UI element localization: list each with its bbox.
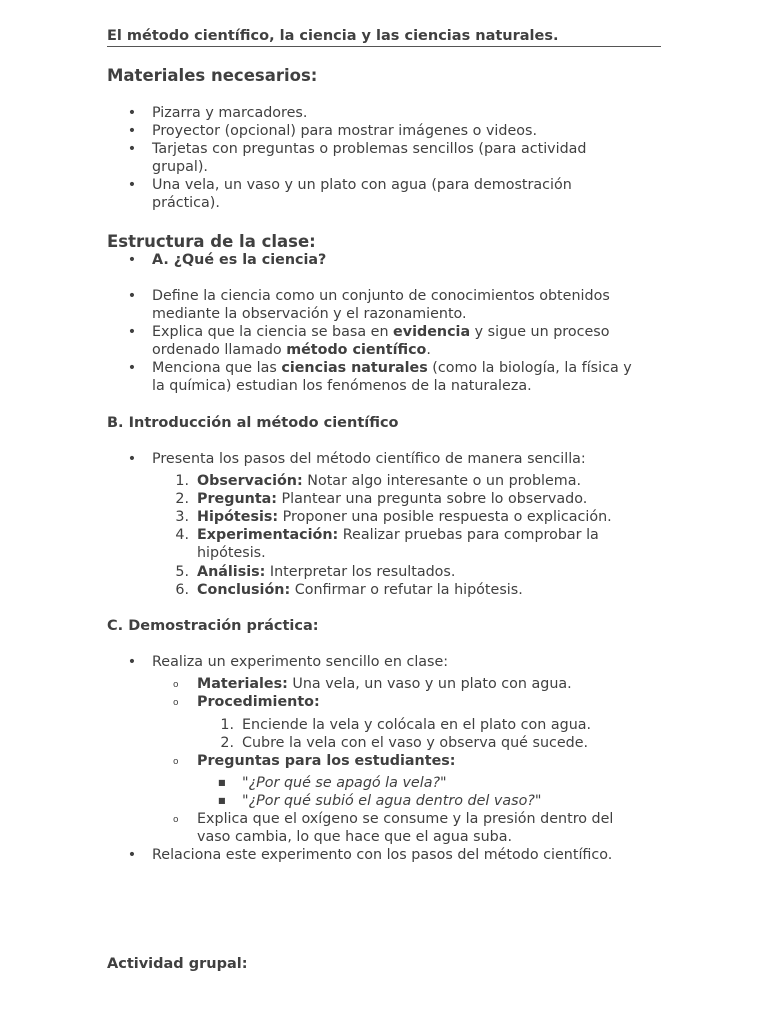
bullet: • [127, 252, 137, 268]
step-item: Observación: Notar algo interesante o un problema. [197, 473, 582, 489]
sub-item: Explica que el oxígeno se consume y la presión dentro del [197, 811, 614, 827]
bullet: • [127, 654, 137, 670]
list-item: Una vela, un vaso y un plato con agua (para demostración [152, 177, 572, 193]
materials-heading: Materiales necesarios: [107, 66, 318, 85]
section-b-title: B. Introducción al método científico [107, 415, 399, 431]
list-item: Tarjetas con preguntas o problemas sencillos (para actividad [152, 141, 587, 157]
step-number: 3. [175, 509, 189, 525]
step-number: 6. [175, 582, 189, 598]
circle-bullet-icon: o [173, 680, 179, 690]
document-header: El método científico, la ciencia y las ciencias naturales. [107, 27, 661, 47]
step-item: Hipótesis: Proponer una posible respuesta o explicación. [197, 509, 612, 525]
step-item: Conclusión: Confirmar o refutar la hipótesis. [197, 582, 523, 598]
step-number: 4. [175, 527, 189, 543]
list-item-cont: práctica). [152, 195, 220, 211]
bullet: • [127, 288, 137, 304]
list-item-cont: mediante la observación y el razonamiento. [152, 306, 467, 322]
list-item: Relaciona este experimento con los pasos del método científico. [152, 847, 613, 863]
list-item: Proyector (opcional) para mostrar imágenes o videos. [152, 123, 537, 139]
sub-item: Materiales: Una vela, un vaso y un plato con agua. [197, 676, 572, 692]
list-item: Pizarra y marcadores. [152, 105, 308, 121]
question-item: "¿Por qué se apagó la vela?" [242, 775, 447, 791]
sub-item: Preguntas para los estudiantes: [197, 753, 456, 769]
step-number: 1. [175, 473, 189, 489]
sub-item-cont: vaso cambia, lo que hace que el agua suba. [197, 829, 513, 845]
bullet: • [127, 141, 137, 157]
bullet: • [127, 324, 137, 340]
step-number: 1. [220, 717, 234, 733]
list-item: Presenta los pasos del método científico de manera sencilla: [152, 451, 586, 467]
list-item: Menciona que las ciencias naturales (como la biología, la física y [152, 360, 632, 376]
square-bullet-icon: ■ [218, 778, 226, 787]
section-a-title: A. ¿Qué es la ciencia? [152, 252, 327, 268]
sub-item: Procedimiento: [197, 694, 320, 710]
list-item: Explica que la ciencia se basa en evidencia y sigue un proceso [152, 324, 610, 340]
procedure-step: Enciende la vela y colócala en el plato con agua. [242, 717, 592, 733]
list-item-cont: ordenado llamado método científico. [152, 342, 431, 358]
step-item: Experimentación: Realizar pruebas para comprobar la [197, 527, 599, 543]
step-item: Análisis: Interpretar los resultados. [197, 564, 456, 580]
circle-bullet-icon: o [173, 698, 179, 708]
procedure-step: Cubre la vela con el vaso y observa qué sucede. [242, 735, 589, 751]
list-item-cont: grupal). [152, 159, 208, 175]
step-number: 2. [175, 491, 189, 507]
structure-heading: Estructura de la clase: [107, 232, 316, 251]
question-item: "¿Por qué subió el agua dentro del vaso?" [242, 793, 542, 809]
bullet: • [127, 360, 137, 376]
step-number: 5. [175, 564, 189, 580]
step-item: Pregunta: Plantear una pregunta sobre lo observado. [197, 491, 588, 507]
list-item-cont: la química) estudian los fenómenos de la naturaleza. [152, 378, 532, 394]
circle-bullet-icon: o [173, 757, 179, 767]
group-activity-heading: Actividad grupal: [107, 956, 248, 972]
step-number: 2. [220, 735, 234, 751]
bullet: • [127, 105, 137, 121]
list-item: Realiza un experimento sencillo en clase: [152, 654, 449, 670]
bullet: • [127, 847, 137, 863]
bullet: • [127, 123, 137, 139]
step-item-cont: hipótesis. [197, 545, 266, 561]
bullet: • [127, 177, 137, 193]
bullet: • [127, 451, 137, 467]
circle-bullet-icon: o [173, 815, 179, 825]
section-c-title: C. Demostración práctica: [107, 618, 319, 634]
square-bullet-icon: ■ [218, 796, 226, 805]
list-item: Define la ciencia como un conjunto de conocimientos obtenidos [152, 288, 610, 304]
